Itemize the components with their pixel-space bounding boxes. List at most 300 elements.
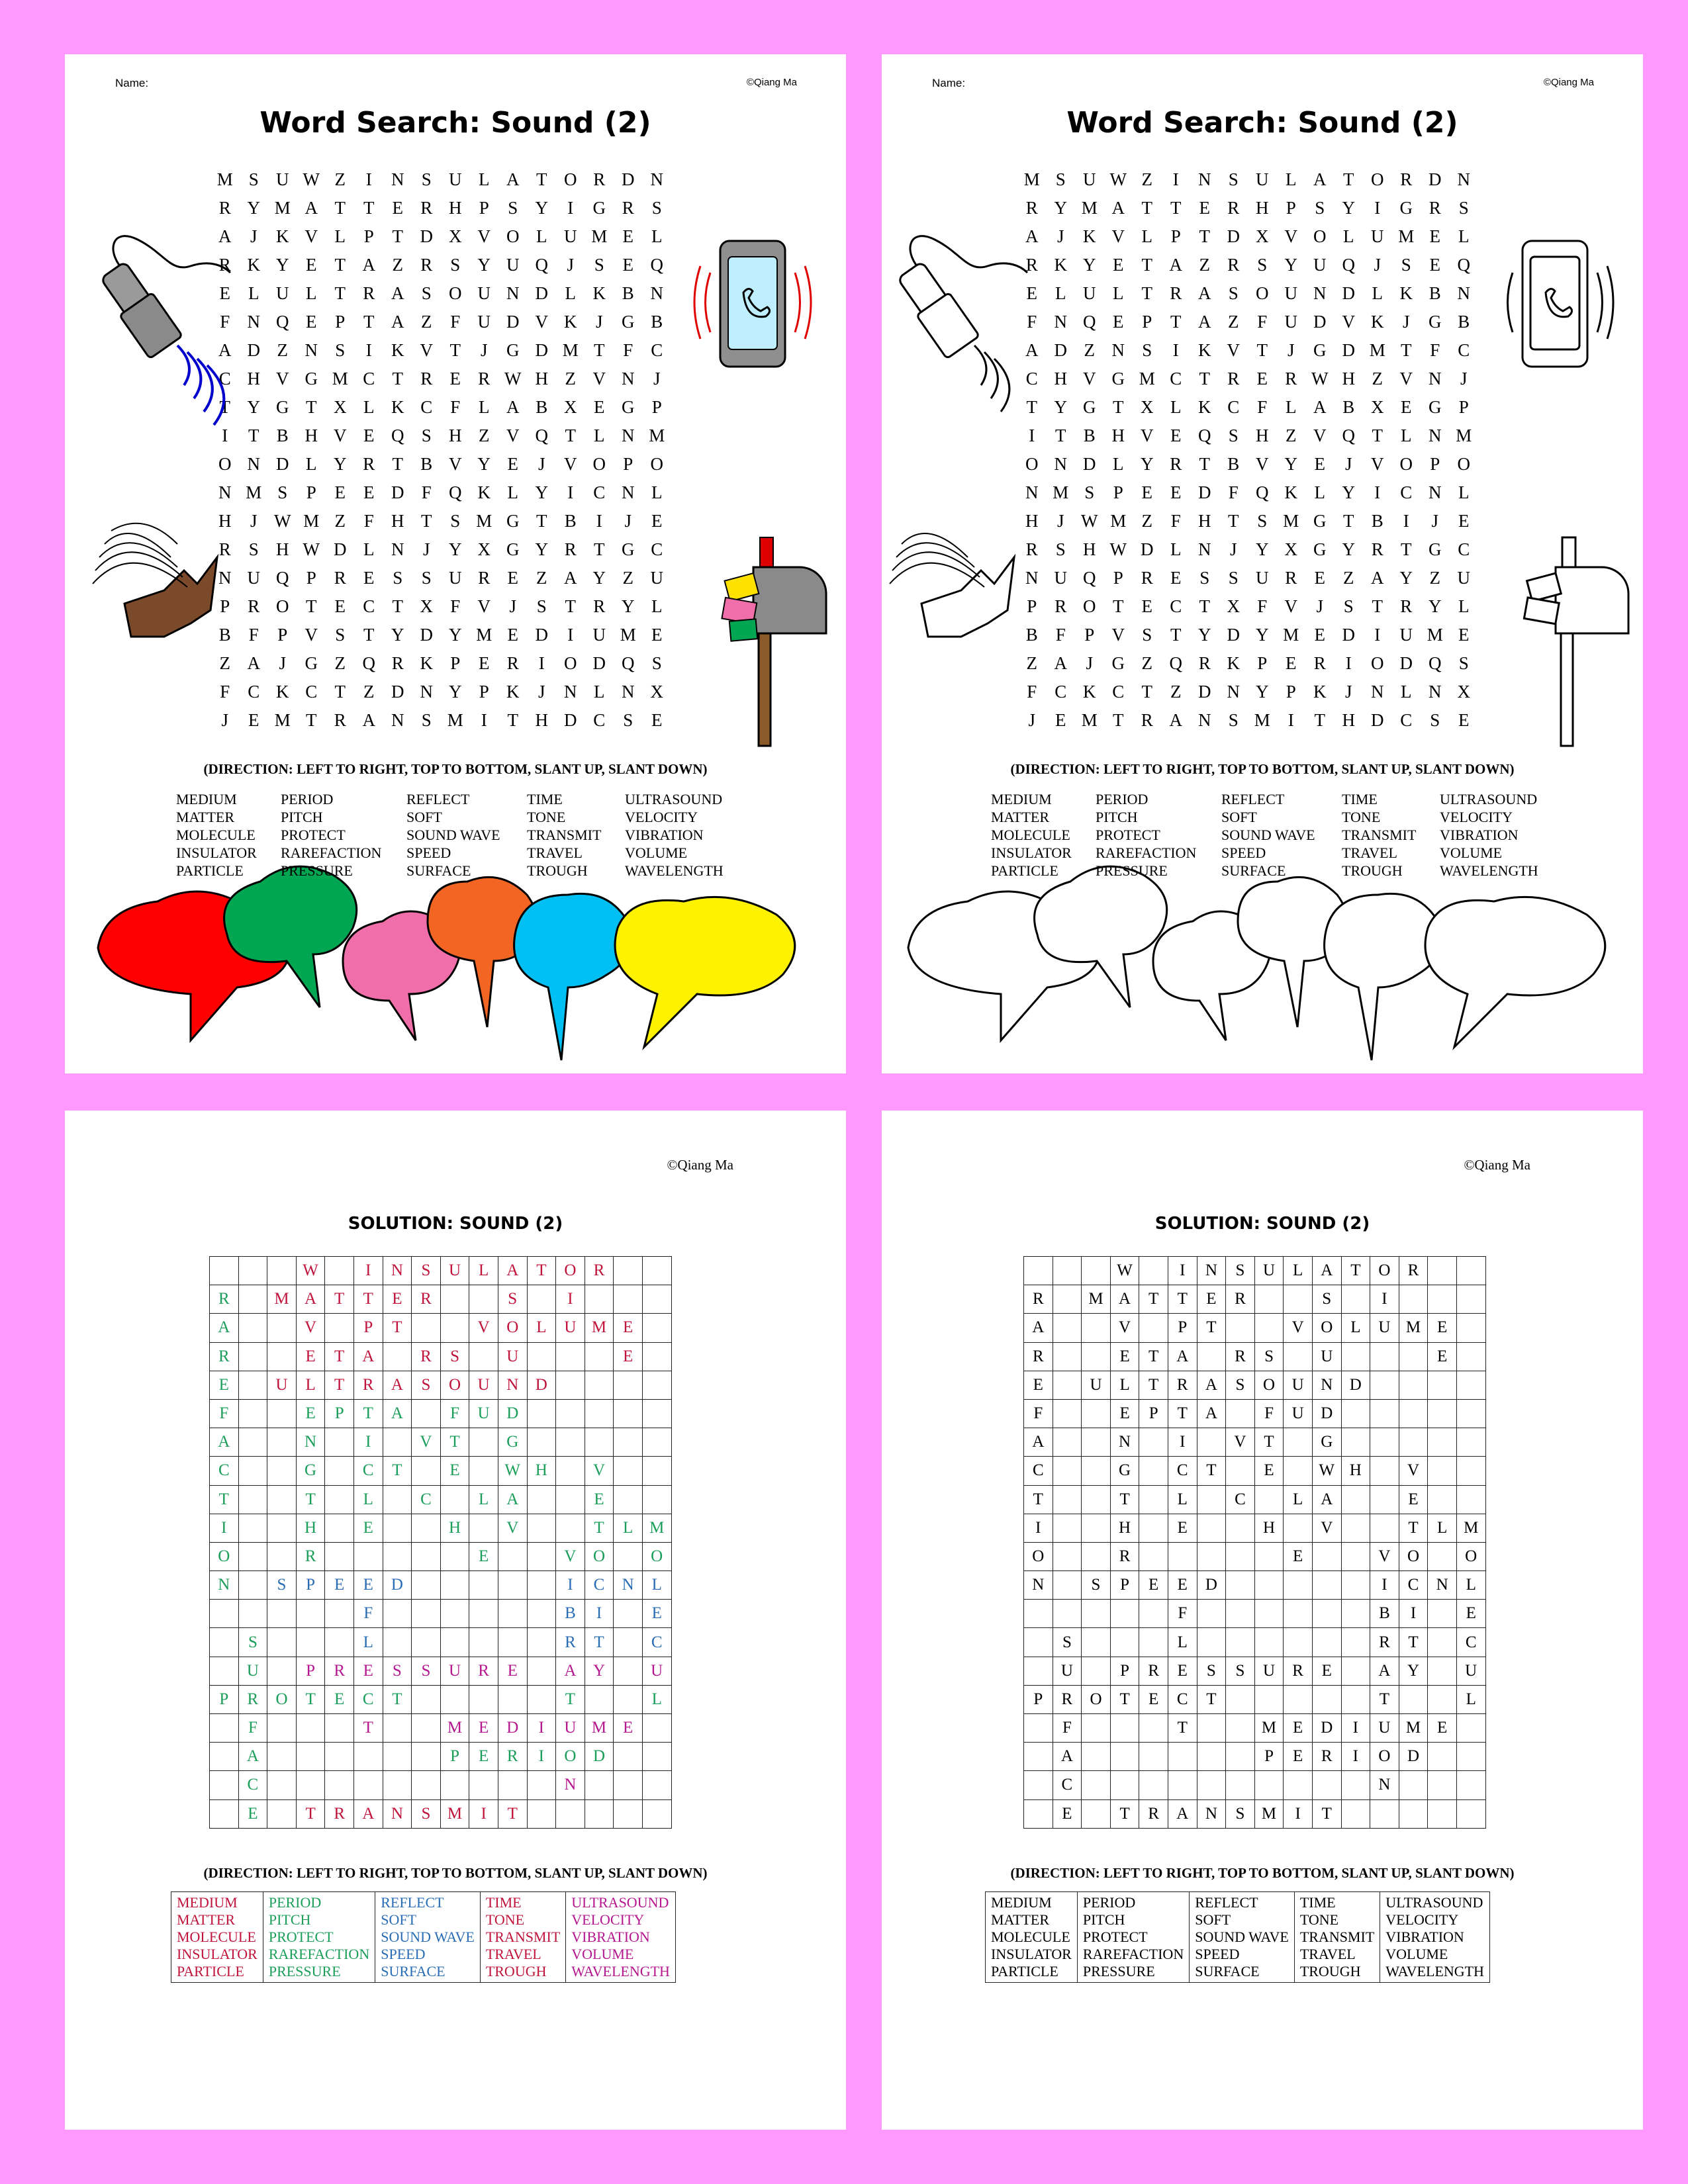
grid-letter[interactable]: H [1342, 710, 1355, 730]
grid-letter[interactable]: X [449, 226, 462, 246]
grid-letter[interactable]: X [1284, 539, 1297, 559]
grid-letter[interactable]: D [1083, 454, 1096, 474]
grid-letter[interactable]: G [506, 511, 520, 531]
grid-letter[interactable]: G [622, 539, 635, 559]
grid-letter[interactable]: T [392, 454, 403, 474]
grid-letter[interactable]: B [420, 454, 433, 474]
grid-letter[interactable]: T [1199, 454, 1210, 474]
grid-letter[interactable]: T [1199, 596, 1210, 616]
grid-letter[interactable]: S [248, 539, 259, 559]
grid-letter[interactable]: X [1227, 596, 1240, 616]
grid-letter[interactable]: S [1055, 539, 1066, 559]
grid-letter[interactable]: V [1284, 596, 1297, 616]
grid-letter[interactable]: Y [276, 255, 289, 275]
grid-letter[interactable]: J [1431, 511, 1438, 531]
grid-letter[interactable]: V [1284, 226, 1297, 246]
grid-letter[interactable]: E [392, 198, 403, 218]
grid-letter[interactable]: M [591, 226, 608, 246]
grid-letter[interactable]: E [651, 710, 663, 730]
grid-letter[interactable]: X [650, 682, 663, 702]
grid-letter[interactable]: C [218, 369, 231, 388]
grid-letter[interactable]: T [248, 426, 259, 445]
grid-letter[interactable]: O [564, 169, 577, 189]
grid-letter[interactable]: E [1458, 511, 1470, 531]
grid-letter[interactable]: D [1141, 539, 1154, 559]
grid-letter[interactable]: I [1029, 426, 1035, 445]
grid-letter[interactable]: R [1285, 568, 1297, 588]
grid-letter[interactable]: G [1429, 397, 1442, 417]
grid-letter[interactable]: N [650, 283, 663, 303]
grid-letter[interactable]: C [248, 682, 260, 702]
grid-letter[interactable]: T [594, 539, 605, 559]
grid-letter[interactable]: J [279, 653, 286, 673]
grid-letter[interactable]: E [1141, 596, 1152, 616]
grid-letter[interactable]: Q [1169, 653, 1182, 673]
grid-letter[interactable]: S [1401, 255, 1411, 275]
grid-letter[interactable]: E [1170, 482, 1182, 502]
grid-letter[interactable]: Q [391, 426, 404, 445]
grid-letter[interactable]: N [622, 482, 635, 502]
grid-letter[interactable]: K [1083, 682, 1096, 702]
grid-letter[interactable]: T [1199, 369, 1210, 388]
grid-letter[interactable]: Z [421, 312, 432, 332]
grid-letter[interactable]: V [1399, 369, 1413, 388]
grid-letter[interactable]: L [1372, 283, 1383, 303]
grid-letter[interactable]: I [222, 426, 228, 445]
grid-letter[interactable]: V [1227, 340, 1240, 360]
grid-letter[interactable]: N [247, 454, 260, 474]
grid-letter[interactable]: B [218, 625, 231, 645]
grid-letter[interactable]: S [277, 482, 288, 502]
grid-letter[interactable]: D [420, 625, 433, 645]
grid-letter[interactable]: S [1228, 710, 1239, 730]
grid-letter[interactable]: V [1313, 426, 1327, 445]
grid-letter[interactable]: R [1227, 369, 1240, 388]
grid-letter[interactable]: E [594, 397, 605, 417]
grid-letter[interactable]: S [1458, 653, 1469, 673]
grid-letter[interactable]: V [1083, 369, 1096, 388]
grid-letter[interactable]: E [1458, 625, 1470, 645]
grid-letter[interactable]: G [1313, 340, 1327, 360]
grid-letter[interactable]: Q [535, 426, 548, 445]
grid-letter[interactable]: T [565, 426, 576, 445]
grid-letter[interactable]: M [620, 625, 636, 645]
grid-letter[interactable]: E [622, 255, 633, 275]
grid-letter[interactable]: R [363, 454, 375, 474]
grid-letter[interactable]: L [1458, 596, 1470, 616]
grid-letter[interactable]: Y [535, 198, 548, 218]
grid-letter[interactable]: Q [362, 653, 375, 673]
grid-letter[interactable]: Y [622, 596, 635, 616]
grid-letter[interactable]: M [274, 710, 291, 730]
grid-letter[interactable]: E [1286, 653, 1297, 673]
grid-letter[interactable]: K [247, 255, 260, 275]
grid-letter[interactable]: H [449, 426, 462, 445]
grid-letter[interactable]: B [1025, 625, 1038, 645]
grid-letter[interactable]: G [506, 539, 520, 559]
grid-letter[interactable]: T [594, 340, 605, 360]
grid-letter[interactable]: X [1457, 682, 1470, 702]
grid-letter[interactable]: N [305, 340, 318, 360]
grid-letter[interactable]: C [593, 710, 606, 730]
grid-letter[interactable]: D [1054, 340, 1067, 360]
grid-letter[interactable]: A [1198, 283, 1211, 303]
grid-letter[interactable]: Y [1198, 625, 1211, 645]
grid-letter[interactable]: L [1113, 454, 1124, 474]
grid-letter[interactable]: D [391, 482, 404, 502]
grid-letter[interactable]: T [219, 397, 230, 417]
grid-letter[interactable]: H [535, 369, 548, 388]
grid-letter[interactable]: A [506, 169, 520, 189]
grid-letter[interactable]: S [1228, 426, 1239, 445]
grid-letter[interactable]: Y [1256, 682, 1269, 702]
grid-letter[interactable]: N [218, 482, 232, 502]
grid-letter[interactable]: O [1371, 169, 1384, 189]
grid-letter[interactable]: S [1257, 255, 1268, 275]
grid-letter[interactable]: Z [479, 426, 490, 445]
grid-letter[interactable]: H [1054, 369, 1067, 388]
grid-letter[interactable]: E [306, 312, 317, 332]
grid-letter[interactable]: Y [592, 568, 606, 588]
grid-letter[interactable]: T [1113, 397, 1124, 417]
grid-letter[interactable]: N [1457, 283, 1470, 303]
grid-letter[interactable]: S [1055, 169, 1066, 189]
grid-letter[interactable]: C [1458, 340, 1470, 360]
grid-letter[interactable]: W [274, 511, 291, 531]
grid-letter[interactable]: Z [1084, 340, 1095, 360]
grid-letter[interactable]: D [564, 710, 577, 730]
grid-letter[interactable]: J [1374, 255, 1381, 275]
grid-letter[interactable]: Q [1198, 426, 1211, 445]
grid-letter[interactable]: A [218, 226, 232, 246]
grid-letter[interactable]: T [334, 283, 346, 303]
grid-letter[interactable]: Y [477, 454, 491, 474]
grid-letter[interactable]: U [1284, 283, 1297, 303]
grid-letter[interactable]: U [449, 568, 462, 588]
grid-letter[interactable]: V [564, 454, 577, 474]
grid-letter[interactable]: P [277, 625, 288, 645]
grid-letter[interactable]: L [1343, 226, 1354, 246]
grid-letter[interactable]: Z [1343, 568, 1354, 588]
grid-letter[interactable]: Z [334, 511, 346, 531]
grid-letter[interactable]: E [219, 283, 230, 303]
grid-letter[interactable]: L [536, 226, 547, 246]
grid-letter[interactable]: H [535, 710, 548, 730]
grid-letter[interactable]: U [477, 312, 491, 332]
grid-letter[interactable]: B [536, 397, 548, 417]
grid-letter[interactable]: R [1400, 596, 1413, 616]
grid-letter[interactable]: O [650, 454, 663, 474]
grid-letter[interactable]: N [1457, 169, 1470, 189]
grid-letter[interactable]: D [535, 625, 548, 645]
grid-letter[interactable]: U [1313, 255, 1327, 275]
grid-letter[interactable]: F [1257, 397, 1268, 417]
grid-letter[interactable]: K [276, 682, 289, 702]
grid-letter[interactable]: Y [1256, 625, 1269, 645]
grid-letter[interactable]: G [1429, 312, 1442, 332]
grid-letter[interactable]: K [1313, 682, 1327, 702]
grid-letter[interactable]: J [1086, 653, 1093, 673]
grid-letter[interactable]: V [420, 340, 433, 360]
grid-letter[interactable]: V [1256, 454, 1269, 474]
grid-letter[interactable]: A [1313, 397, 1327, 417]
grid-letter[interactable]: Z [1228, 312, 1239, 332]
grid-letter[interactable]: S [1458, 198, 1469, 218]
grid-letter[interactable]: V [1111, 625, 1125, 645]
grid-letter[interactable]: C [420, 397, 433, 417]
grid-letter[interactable]: B [1371, 511, 1383, 531]
grid-letter[interactable]: K [1198, 340, 1211, 360]
grid-letter[interactable]: R [420, 255, 433, 275]
grid-letter[interactable]: R [420, 198, 433, 218]
grid-letter[interactable]: Z [219, 653, 230, 673]
grid-letter[interactable]: Y [1342, 482, 1355, 502]
grid-letter[interactable]: A [1169, 710, 1182, 730]
grid-letter[interactable]: E [1429, 226, 1440, 246]
grid-letter[interactable]: B [564, 511, 577, 531]
grid-letter[interactable]: M [1110, 511, 1127, 531]
grid-letter[interactable]: Z [334, 169, 346, 189]
grid-letter[interactable]: N [391, 169, 404, 189]
grid-letter[interactable]: U [1256, 568, 1269, 588]
grid-letter[interactable]: A [1169, 255, 1182, 275]
grid-letter[interactable]: L [306, 454, 317, 474]
grid-letter[interactable]: J [250, 226, 258, 246]
grid-letter[interactable]: P [306, 482, 316, 502]
grid-letter[interactable]: W [504, 369, 522, 388]
grid-letter[interactable]: V [1342, 312, 1355, 332]
grid-letter[interactable]: P [1170, 226, 1181, 246]
grid-letter[interactable]: N [391, 710, 404, 730]
grid-letter[interactable]: E [1458, 710, 1470, 730]
grid-letter[interactable]: Q [1342, 426, 1355, 445]
grid-letter[interactable]: I [1288, 710, 1294, 730]
grid-letter[interactable]: N [1198, 539, 1211, 559]
grid-letter[interactable]: R [593, 596, 606, 616]
grid-letter[interactable]: G [622, 312, 635, 332]
grid-letter[interactable]: I [567, 198, 574, 218]
grid-letter[interactable]: F [220, 682, 230, 702]
grid-letter[interactable]: W [1081, 511, 1098, 531]
grid-letter[interactable]: O [1399, 454, 1413, 474]
grid-letter[interactable]: T [1170, 312, 1182, 332]
grid-letter[interactable]: V [477, 596, 491, 616]
grid-letter[interactable]: J [1287, 340, 1295, 360]
grid-letter[interactable]: C [1227, 397, 1240, 417]
grid-letter[interactable]: S [1228, 283, 1239, 303]
grid-letter[interactable]: A [305, 198, 318, 218]
grid-letter[interactable]: K [477, 482, 491, 502]
grid-letter[interactable]: S [335, 340, 346, 360]
grid-letter[interactable]: Y [1399, 568, 1413, 588]
grid-letter[interactable]: U [1371, 226, 1384, 246]
grid-letter[interactable]: J [1056, 511, 1064, 531]
grid-letter[interactable]: Y [477, 255, 491, 275]
grid-letter[interactable]: E [1170, 568, 1182, 588]
grid-letter[interactable]: V [535, 312, 548, 332]
grid-letter[interactable]: S [421, 568, 432, 588]
grid-letter[interactable]: T [1343, 169, 1354, 189]
grid-letter[interactable]: A [1025, 340, 1039, 360]
grid-letter[interactable]: B [276, 426, 289, 445]
grid-letter[interactable]: B [1227, 454, 1240, 474]
grid-letter[interactable]: P [1027, 596, 1037, 616]
grid-letter[interactable]: D [535, 283, 548, 303]
grid-letter[interactable]: E [449, 369, 461, 388]
grid-letter[interactable]: J [1316, 596, 1323, 616]
grid-letter[interactable]: S [594, 255, 604, 275]
grid-letter[interactable]: T [421, 511, 432, 531]
grid-letter[interactable]: S [1315, 198, 1325, 218]
grid-letter[interactable]: R [420, 369, 433, 388]
grid-letter[interactable]: C [1170, 369, 1182, 388]
grid-letter[interactable]: F [1430, 340, 1440, 360]
grid-letter[interactable]: U [506, 255, 520, 275]
grid-letter[interactable]: R [478, 369, 491, 388]
grid-letter[interactable]: M [476, 511, 492, 531]
grid-letter[interactable]: Y [1342, 198, 1355, 218]
grid-letter[interactable]: I [1374, 482, 1381, 502]
grid-letter[interactable]: H [247, 369, 260, 388]
grid-letter[interactable]: L [1055, 283, 1066, 303]
grid-letter[interactable]: T [1113, 596, 1124, 616]
grid-letter[interactable]: O [276, 596, 289, 616]
grid-letter[interactable]: T [363, 625, 375, 645]
grid-letter[interactable]: T [1055, 426, 1066, 445]
grid-letter[interactable]: S [335, 625, 346, 645]
grid-letter[interactable]: E [363, 568, 375, 588]
grid-letter[interactable]: T [363, 312, 375, 332]
grid-letter[interactable]: S [1199, 568, 1210, 588]
grid-letter[interactable]: L [248, 283, 259, 303]
grid-letter[interactable]: S [393, 568, 403, 588]
grid-letter[interactable]: C [1400, 482, 1413, 502]
grid-letter[interactable]: M [1283, 511, 1299, 531]
grid-letter[interactable]: T [334, 682, 346, 702]
grid-letter[interactable]: F [1055, 625, 1066, 645]
grid-letter[interactable]: D [276, 454, 289, 474]
grid-letter[interactable]: G [276, 397, 289, 417]
grid-letter[interactable]: T [1401, 539, 1412, 559]
grid-letter[interactable]: Z [1170, 682, 1182, 702]
grid-letter[interactable]: C [1170, 596, 1182, 616]
grid-letter[interactable]: Q [1457, 255, 1470, 275]
grid-letter[interactable]: L [334, 226, 346, 246]
grid-letter[interactable]: S [421, 710, 432, 730]
grid-letter[interactable]: Q [276, 568, 289, 588]
grid-letter[interactable]: O [1025, 454, 1039, 474]
grid-letter[interactable]: U [449, 169, 462, 189]
grid-letter[interactable]: J [1402, 312, 1410, 332]
grid-letter[interactable]: T [536, 511, 547, 531]
grid-letter[interactable]: T [1141, 198, 1152, 218]
grid-letter[interactable]: T [1170, 198, 1182, 218]
grid-letter[interactable]: M [1139, 369, 1155, 388]
grid-letter[interactable]: R [564, 539, 577, 559]
grid-letter[interactable]: L [1286, 397, 1297, 417]
grid-letter[interactable]: K [1054, 255, 1067, 275]
grid-letter[interactable]: T [1141, 682, 1152, 702]
grid-letter[interactable]: J [1344, 682, 1352, 702]
grid-letter[interactable]: H [391, 511, 404, 531]
grid-letter[interactable]: R [1400, 169, 1413, 189]
grid-letter[interactable]: F [1257, 596, 1268, 616]
grid-letter[interactable]: E [507, 568, 518, 588]
grid-letter[interactable]: M [1283, 625, 1299, 645]
grid-letter[interactable]: L [1170, 539, 1182, 559]
grid-letter[interactable]: Z [1429, 568, 1440, 588]
grid-letter[interactable]: L [479, 169, 490, 189]
grid-letter[interactable]: P [1257, 653, 1268, 673]
grid-letter[interactable]: O [449, 283, 462, 303]
grid-letter[interactable]: F [1257, 312, 1268, 332]
grid-letter[interactable]: T [1343, 511, 1354, 531]
grid-letter[interactable]: T [1228, 511, 1239, 531]
grid-letter[interactable]: Z [1141, 511, 1152, 531]
grid-letter[interactable]: T [306, 397, 317, 417]
grid-letter[interactable]: N [1429, 426, 1442, 445]
grid-letter[interactable]: D [1198, 682, 1211, 702]
grid-letter[interactable]: N [1227, 682, 1240, 702]
grid-letter[interactable]: E [363, 426, 375, 445]
grid-letter[interactable]: M [1369, 340, 1385, 360]
grid-letter[interactable]: J [1460, 369, 1468, 388]
grid-letter[interactable]: L [1458, 226, 1470, 246]
grid-letter[interactable]: A [362, 255, 375, 275]
grid-letter[interactable]: V [305, 226, 318, 246]
grid-letter[interactable]: G [1313, 511, 1327, 531]
grid-letter[interactable]: T [1026, 397, 1037, 417]
grid-letter[interactable]: G [1083, 397, 1096, 417]
grid-letter[interactable]: L [1141, 226, 1152, 246]
grid-letter[interactable]: M [1456, 426, 1472, 445]
grid-letter[interactable]: Z [565, 369, 576, 388]
grid-letter[interactable]: R [478, 568, 491, 588]
grid-letter[interactable]: Z [622, 568, 633, 588]
grid-letter[interactable]: R [593, 169, 606, 189]
grid-letter[interactable]: I [365, 340, 372, 360]
grid-letter[interactable]: R [1025, 198, 1038, 218]
grid-letter[interactable]: Y [1083, 255, 1096, 275]
grid-letter[interactable]: S [1228, 169, 1239, 189]
grid-letter[interactable]: D [1371, 710, 1384, 730]
grid-letter[interactable]: I [1345, 653, 1352, 673]
grid-letter[interactable]: J [1344, 454, 1352, 474]
grid-letter[interactable]: L [1401, 682, 1412, 702]
grid-letter[interactable]: S [508, 198, 518, 218]
grid-letter[interactable]: D [506, 312, 520, 332]
grid-letter[interactable]: B [1083, 426, 1096, 445]
grid-letter[interactable]: T [392, 369, 403, 388]
grid-letter[interactable]: A [362, 710, 375, 730]
grid-letter[interactable]: Z [1141, 653, 1152, 673]
grid-letter[interactable]: B [622, 283, 634, 303]
grid-letter[interactable]: V [1111, 226, 1125, 246]
grid-letter[interactable]: P [1286, 198, 1296, 218]
grid-letter[interactable]: D [1227, 625, 1240, 645]
grid-letter[interactable]: X [564, 397, 577, 417]
grid-letter[interactable]: M [274, 198, 291, 218]
grid-letter[interactable]: M [649, 426, 665, 445]
grid-letter[interactable]: M [562, 340, 579, 360]
grid-letter[interactable]: R [218, 198, 231, 218]
grid-letter[interactable]: B [1429, 283, 1441, 303]
grid-letter[interactable]: U [1457, 568, 1470, 588]
grid-letter[interactable]: M [1254, 710, 1270, 730]
grid-letter[interactable]: P [1286, 682, 1296, 702]
grid-letter[interactable]: U [1083, 283, 1096, 303]
grid-letter[interactable]: Z [277, 340, 288, 360]
